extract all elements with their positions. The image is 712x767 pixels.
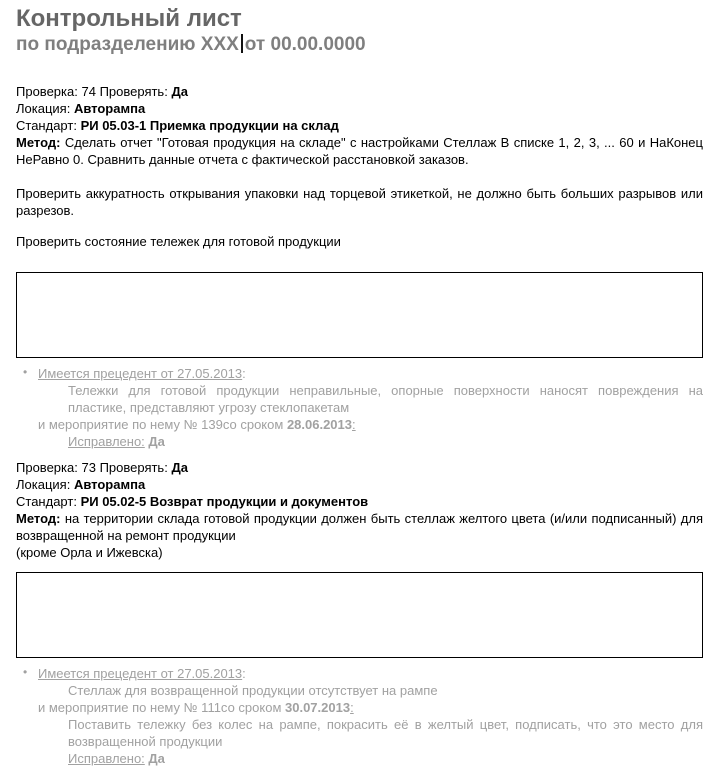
precedent-block-2	[16, 665, 703, 767]
location-value: Авторампа	[73, 477, 146, 492]
page-title: Контрольный лист	[16, 5, 242, 32]
fixed-line	[68, 750, 703, 767]
verify-label: Проверять:	[99, 460, 168, 475]
location-value: Авторампа	[73, 101, 146, 116]
page-subtitle[interactable]	[16, 34, 703, 55]
method-text: Сделать отчет "Готовая продукция на складе" с настройками Стеллаж В списке 1, 2, 3, ... 60 и НаКонец НеРавно 0. Сравнить данные отчета с фактической расстановкой заказов.	[16, 135, 703, 167]
method-paragraph	[16, 134, 703, 168]
precedent-action-line	[38, 416, 703, 433]
check-number: 73	[81, 460, 96, 475]
action-date: 30.07.2013	[285, 700, 351, 715]
action-prefix: и мероприятие по нему № 111со сроком	[38, 700, 285, 715]
precedent-action-text: Поставить тележку без колес на рампе, покрасить её в желтый цвет, подписать, что это место для возвращенной продукции	[68, 717, 703, 749]
precedent-action-line	[38, 699, 703, 716]
fixed-value: Да	[148, 434, 165, 449]
precedent-title-colon: :	[242, 666, 246, 681]
action-colon: :	[350, 700, 354, 715]
subtitle-unit-text: по подразделению XXX	[16, 34, 239, 55]
action-date: 28.06.2013	[286, 417, 353, 432]
check-section-73	[16, 459, 703, 767]
fixed-line	[68, 433, 703, 450]
verify-label: Проверять:	[99, 84, 168, 99]
verify-value: Да	[171, 84, 188, 99]
check-label: Проверка:	[16, 460, 78, 475]
method-text: на территории склада готовой продукции должен быть стеллаж желтого цвета (и/или подписанный) для возвращенной на ремонт продукции	[16, 511, 703, 543]
bullet-icon: •	[23, 365, 28, 379]
instruction-paragraph-1: Проверить аккуратность открывания упаковки над торцевой этикеткой, не должно быть больших разрывов или разрезов.	[16, 186, 703, 218]
precedent-title-colon: :	[242, 366, 246, 381]
instruction-paragraph-2: Проверить состояние тележек для готовой продукции	[16, 234, 341, 249]
location-label: Локация:	[16, 101, 71, 116]
method-paragraph	[16, 510, 703, 544]
precedent-description: Стеллаж для возвращенной продукции отсутствует на рампе	[68, 683, 438, 698]
subtitle-date-text: от 00.00.0000	[244, 34, 366, 55]
answer-box-1[interactable]	[16, 272, 703, 358]
standard-label: Стандарт:	[16, 118, 77, 133]
standard-value: РИ 05.02-5 Возврат продукции и документов	[80, 494, 369, 509]
method-label: Метод:	[16, 511, 61, 526]
precedent-header	[16, 365, 703, 382]
location-line	[16, 100, 703, 117]
action-colon: :	[352, 417, 356, 432]
method-label: Метод:	[16, 135, 61, 150]
precedent-description: Тележки для готовой продукции неправильные, опорные поверхности наносят повреждения на пластике, представляют угрозу стеклопакетам	[68, 383, 703, 415]
precedent-block-1	[16, 365, 703, 450]
fixed-label[interactable]: Исправлено:	[68, 751, 145, 766]
precedent-header	[16, 665, 703, 682]
location-line	[16, 476, 703, 493]
text-caret	[241, 34, 243, 53]
check-section-74	[16, 83, 703, 450]
check-number: 74	[81, 84, 96, 99]
bullet-icon: •	[23, 665, 28, 679]
check-number-line	[16, 459, 703, 476]
check-number-line	[16, 83, 703, 100]
standard-line	[16, 493, 703, 510]
precedent-title-link[interactable]: Имеется прецедент от 27.05.2013	[38, 666, 243, 681]
fixed-value: Да	[148, 751, 165, 766]
standard-label: Стандарт:	[16, 494, 77, 509]
action-prefix: и мероприятие по нему № 139со сроком	[38, 417, 287, 432]
fixed-label[interactable]: Исправлено:	[68, 434, 145, 449]
method-note-line: (кроме Орла и Ижевска)	[16, 545, 163, 560]
precedent-title-link[interactable]: Имеется прецедент от 27.05.2013	[38, 366, 243, 381]
check-label: Проверка:	[16, 84, 78, 99]
standard-line	[16, 117, 703, 134]
verify-value: Да	[171, 460, 188, 475]
standard-value: РИ 05.03-1 Приемка продукции на склад	[80, 118, 339, 133]
answer-box-2[interactable]	[16, 572, 703, 658]
location-label: Локация:	[16, 477, 71, 492]
